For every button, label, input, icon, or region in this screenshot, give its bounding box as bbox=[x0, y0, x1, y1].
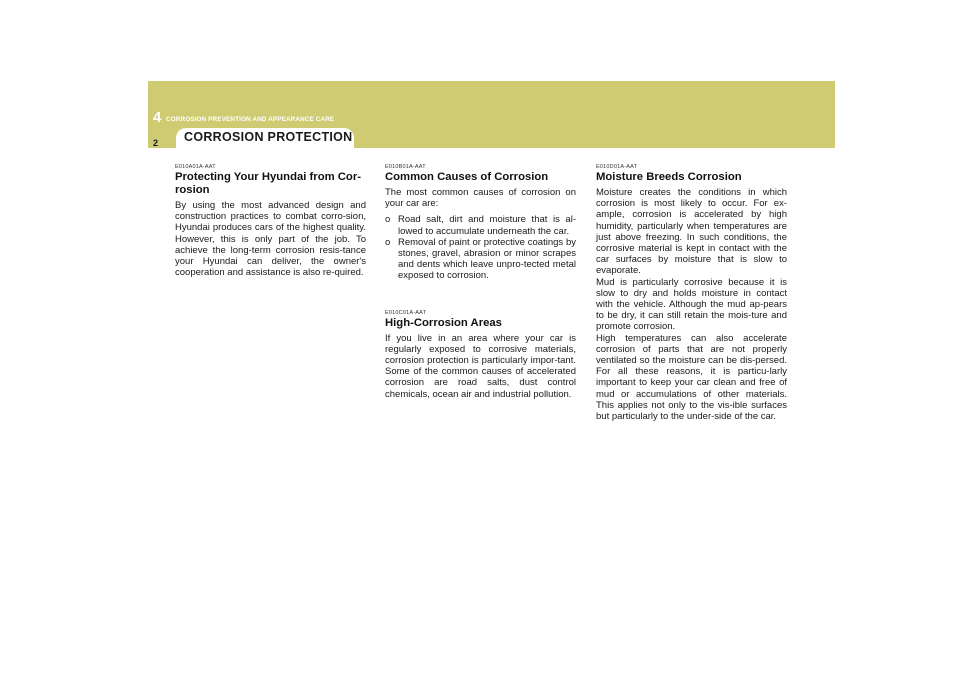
paragraph: High temperatures can also accelerate corrosion of parts that are not properly ventilated so the moisture can be dis-persed. For all these reasons, it is particu-larly important to keep your car clean and free of mud or accumulations of other materials. This applies not only to the vis-ible surfaces but particularly to the under-side of the car. bbox=[596, 332, 787, 423]
section-code: E010C01A-AAT bbox=[385, 309, 427, 316]
section-heading: Moisture Breeds Corrosion bbox=[596, 171, 742, 183]
section-intro: The most common causes of corrosion on your car are: bbox=[385, 187, 576, 210]
column-3 bbox=[596, 164, 787, 422]
bullet-marker: o bbox=[385, 236, 391, 248]
section-body bbox=[596, 187, 787, 422]
column-2 bbox=[385, 164, 576, 400]
section-heading: Protecting Your Hyundai from Cor-rosion bbox=[175, 171, 361, 196]
paragraph: Mud is particularly corrosive because it is slow to dry and holds moisture in contact with the vehicle. Although the mud ap-pears to be dry, it can still retain the mois-ture and promote corrosion. bbox=[596, 276, 787, 333]
chapter-number: 4 bbox=[153, 109, 162, 126]
section-body: By using the most advanced design and construction practices to combat corro-sion, Hyundai produces cars of the highest quality. However, this is only part of the job. To achieve the long-term corrosion resis-tance your Hyundai can deliver, the owner's cooperation and assistance is also re-quired. bbox=[175, 200, 366, 279]
paragraph: Moisture creates the conditions in which corrosion is most likely to occur. For ex-ample, corrosion is accelerated by high humidity, particularly when temperatures are just above freezing. In such conditions, the corrosive material is kept in contact with the car surfaces by moisture that is slow to evaporate. bbox=[596, 187, 787, 277]
page-number: 2 bbox=[153, 138, 159, 148]
section-heading: High-Corrosion Areas bbox=[385, 316, 502, 329]
section-heading: Common Causes of Corrosion bbox=[385, 171, 549, 183]
column-1 bbox=[175, 164, 366, 278]
section-body: If you live in an area where your car is regularly exposed to corrosive materials, corrosion protection is particularly impor-tant. Some of the common causes of accelerated corrosion are road salts, dust control chemicals, ocean air and industrial pollution. bbox=[385, 332, 576, 400]
chapter-title: CORROSION PREVENTION AND APPEARANCE CARE bbox=[166, 116, 335, 123]
bullet-marker: o bbox=[385, 214, 391, 226]
causes-list bbox=[385, 214, 576, 281]
list-item-text: Road salt, dirt and moisture that is al-lowed to accumulate underneath the car. bbox=[398, 214, 576, 237]
list-item bbox=[385, 214, 576, 236]
section-code: E010D01A-AAT bbox=[596, 164, 638, 170]
section-code: E010A01A-AAT bbox=[175, 164, 216, 170]
list-item-text: Removal of paint or protective coatings by stones, gravel, abrasion or minor scrapes and dents which leave unpro-tected metal exposed to corrosion. bbox=[398, 236, 576, 282]
section-code: E010B01A-AAT bbox=[385, 164, 426, 170]
list-item bbox=[385, 237, 576, 282]
section-title: CORROSION PROTECTION bbox=[184, 130, 353, 144]
